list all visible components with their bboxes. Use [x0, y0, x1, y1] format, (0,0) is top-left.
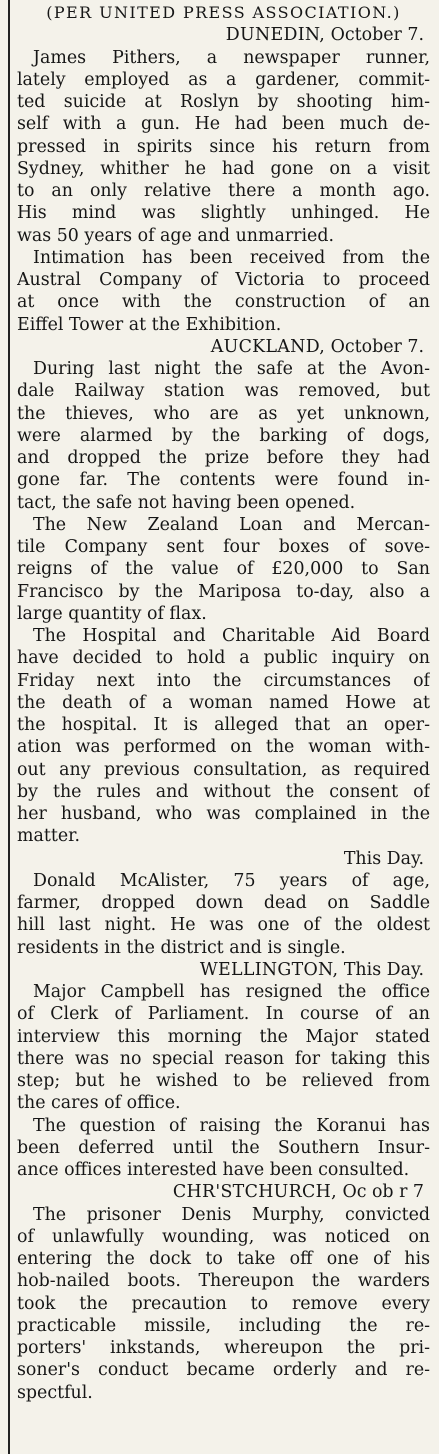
dateline-date: Oc ob r 7 [342, 1182, 424, 1203]
dateline [17, 848, 430, 870]
text-line: soner's conduct became orderly and re- [17, 1360, 430, 1381]
text-line: step; but he wished to be relieved from [17, 1071, 430, 1091]
text-line: out any previous consultation, as required [17, 759, 430, 780]
text-line: The New Zealand Loan and Mercan- [33, 514, 430, 535]
text-line: porters' inkstands, whereupon the pri- [17, 1338, 430, 1358]
text-line: were alarmed by the barking of dogs, [17, 425, 430, 446]
text-line: Eiffel Tower at the Exhibition. [17, 314, 282, 335]
dateline-date: October 7. [330, 336, 424, 357]
text-line: The question of raising the Koranui has [33, 1115, 430, 1136]
dateline-place: AUCKLAND, [210, 336, 326, 357]
text-line: hill last night. He was one of the oldest [17, 915, 430, 936]
dateline-date: This Day. [343, 848, 424, 869]
text-line: Sydney, whither he had gone on a visit [17, 158, 430, 179]
text-line: large quantity of flax. [17, 603, 207, 624]
dateline [17, 1181, 430, 1203]
dateline [17, 336, 430, 358]
text-line: lately employed as a gardener, commit- [17, 69, 430, 90]
text-line: ted suicide at Roslyn by shooting him- [17, 92, 430, 112]
text-line: Francisco by the Mariposa to-day, also a [17, 581, 430, 602]
text-line: The prisoner Denis Murphy, convicted [33, 1204, 430, 1225]
dateline-place: DUNEDIN, [225, 25, 326, 46]
text-line: her husband, who was complained in the [17, 804, 430, 824]
dateline-date: October 7. [330, 25, 424, 46]
text-line: matter. [17, 826, 81, 847]
text-line: there was no special reason for taking this [17, 1048, 430, 1069]
text-line: Friday next into the circumstances of [17, 670, 430, 691]
text-line: reigns of the value of £20,000 to San [17, 559, 430, 580]
text-line: ation was performed on the woman with- [17, 737, 430, 758]
text-line: entering the dock to take off one of his [17, 1249, 430, 1269]
source-line: (PER UNITED PRESS ASSOCIATION.) [46, 3, 401, 22]
text-line: of unlawfully wounding, was noticed on [17, 1226, 430, 1247]
text-line: the death of a woman named Howe at [17, 692, 430, 713]
text-line: self with a gun. He had been much de- [17, 114, 430, 135]
text-line: hob-nailed boots. Thereupon the warders [17, 1271, 430, 1292]
text-line: tile Company sent four boxes of sove- [17, 537, 430, 557]
text-line: During last night the safe at the Avon- [33, 359, 430, 379]
text-line: residents in the district and is single. [17, 937, 346, 958]
text-line: pressed in spirits since his return from [17, 136, 430, 157]
text-line: spectful. [17, 1382, 93, 1403]
text-line: His mind was slightly unhinged. He [17, 203, 430, 224]
text-line: interview this morning the Major stated [17, 1026, 430, 1047]
text-line: farmer, dropped down dead on Saddle [17, 893, 430, 913]
dateline [17, 24, 430, 46]
text-line: Donald McAlister, 75 years of age, [33, 870, 430, 891]
text-line: to an only relative there a month ago. [17, 181, 430, 201]
text-line: practicable missile, including the re- [17, 1315, 430, 1336]
text-line: Intimation has been received from the [33, 247, 430, 268]
text-line: gone far. The contents were found in- [17, 470, 430, 491]
text-line: the cares of office. [17, 1093, 181, 1114]
text-line: the hospital. It is alleged that an oper- [17, 715, 430, 735]
text-line: tact, the safe not having been opened. [17, 492, 356, 513]
text-line: at once with the construction of an [17, 292, 430, 313]
text-line: dale Railway station was removed, but [17, 381, 430, 402]
text-line: The Hospital and Charitable Aid Board [33, 626, 430, 646]
dateline-place: CHR'STCHURCH, [172, 1182, 337, 1203]
text-line: have decided to hold a public inquiry on [17, 648, 430, 669]
text-line: ance offices interested have been consulted. [17, 1160, 410, 1180]
text-line: Austral Company of Victoria to proceed [17, 270, 430, 290]
dateline-place: WELLINGTON, [199, 959, 339, 980]
text-line: was 50 years of age and unmarried. [17, 225, 334, 246]
text-line: took the precaution to remove every [17, 1293, 430, 1314]
dateline-date: This Day. [343, 959, 424, 980]
text-line: been deferred until the Southern Insur- [17, 1137, 430, 1158]
column-rule [8, 0, 10, 1454]
text-line: by the rules and without the consent of [17, 781, 430, 802]
text-line: the thieves, who are as yet unknown, [17, 403, 430, 424]
dateline [17, 959, 430, 981]
text-line: Major Campbell has resigned the office [33, 982, 430, 1002]
text-line: and dropped the prize before they had [17, 448, 430, 468]
text-line: James Pithers, a newspaper runner, [33, 47, 430, 68]
news-column [17, 2, 430, 1404]
text-line: of Clerk of Parliament. In course of an [17, 1004, 430, 1025]
